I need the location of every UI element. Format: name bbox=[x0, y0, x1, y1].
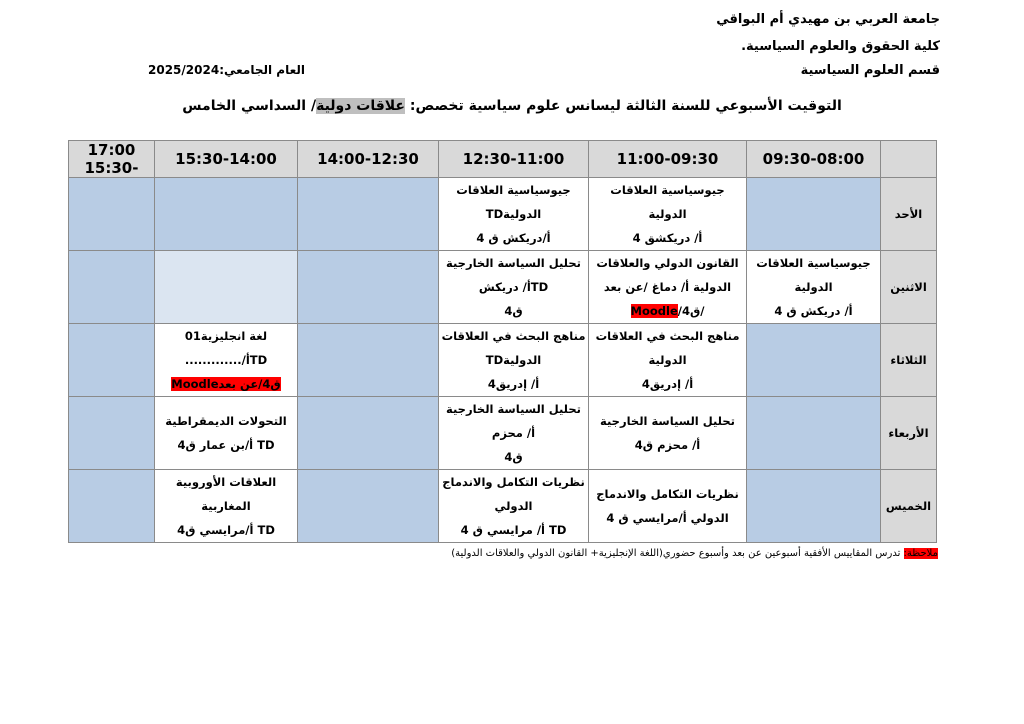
title-specialty: علاقات دولية bbox=[316, 98, 405, 114]
cell-line: الدولية bbox=[648, 353, 687, 367]
column-header: 09:30-08:00 bbox=[747, 141, 881, 178]
schedule-cell bbox=[298, 397, 439, 470]
cell-line: أ/دريكش ق 4 bbox=[476, 231, 551, 245]
cell-line: TD أ/بن عمار ق4 bbox=[177, 438, 275, 452]
cell-line: جيوسياسية العلاقات bbox=[756, 256, 871, 270]
column-header: 15:30-14:00 bbox=[155, 141, 298, 178]
table-row bbox=[69, 251, 937, 324]
schedule-cell bbox=[747, 470, 881, 543]
cell-line: TD أ/ مرايسي ق 4 bbox=[460, 523, 567, 537]
highlight-text: ق4/عن بعدMoodle bbox=[171, 377, 281, 391]
cell-line: جيوسياسية العلاقات bbox=[456, 183, 571, 197]
cell-line: المغاربية bbox=[201, 499, 251, 513]
day-cell: الثلاثاء bbox=[881, 324, 937, 397]
cell-line: الدولي أ/مرايسي ق 4 bbox=[606, 511, 729, 525]
cell-line: نظريات التكامل والاندماج bbox=[442, 475, 585, 489]
schedule-cell bbox=[747, 397, 881, 470]
schedule-cell bbox=[298, 251, 439, 324]
cell-line: الدولية bbox=[648, 207, 687, 221]
column-header: 12:30-11:00 bbox=[439, 141, 589, 178]
academic-year: العام الجامعي:2025/2024 bbox=[148, 63, 305, 77]
cell-line: نظريات التكامل والاندماج bbox=[596, 487, 739, 501]
cell-line: الدولي bbox=[494, 499, 533, 513]
column-header: 14:00-12:30 bbox=[298, 141, 439, 178]
table-row bbox=[69, 470, 937, 543]
corner-cell bbox=[881, 141, 937, 178]
cell-line bbox=[155, 372, 297, 396]
schedule-title bbox=[0, 98, 1024, 114]
cell-line: أ/ دريكشق 4 bbox=[632, 231, 703, 245]
schedule-cell bbox=[155, 470, 298, 543]
day-cell: الاثنين bbox=[881, 251, 937, 324]
university-name: جامعة العربي بن مهيدي أم البواقي bbox=[716, 12, 940, 27]
schedule-cell bbox=[298, 178, 439, 251]
cell-line: أ/ إدريق4 bbox=[641, 377, 694, 391]
schedule-cell bbox=[439, 397, 589, 470]
schedule-cell bbox=[69, 470, 155, 543]
schedule-cell bbox=[69, 178, 155, 251]
cell-line: أ/ محزم bbox=[491, 426, 536, 440]
day-cell: الخميس bbox=[881, 470, 937, 543]
title-suffix: / السداسي الخامس bbox=[182, 98, 317, 114]
note-label: ملاحظة: bbox=[903, 548, 938, 559]
schedule-cell bbox=[589, 397, 747, 470]
schedule-cell bbox=[155, 178, 298, 251]
highlight-text: Moodle bbox=[630, 304, 678, 318]
cell-line: العلاقات الأوروبية bbox=[175, 475, 277, 489]
cell-line: التحولات الديمقراطية bbox=[165, 414, 287, 428]
cell-line: الدولية أ/ دماغ /عن بعد bbox=[603, 280, 732, 294]
cell-line: الدوليةTD bbox=[485, 207, 542, 221]
column-header: 11:00-09:30 bbox=[589, 141, 747, 178]
schedule-cell bbox=[439, 470, 589, 543]
note bbox=[448, 548, 938, 559]
faculty-name: كلية الحقوق والعلوم السياسية. bbox=[741, 39, 940, 54]
column-header: 17:00 -15:30 bbox=[69, 141, 155, 178]
cell-line: ق4 bbox=[504, 450, 523, 464]
cell-text: /ق4/ bbox=[677, 304, 705, 318]
schedule-cell bbox=[439, 178, 589, 251]
table-row bbox=[69, 178, 937, 251]
schedule-cell bbox=[298, 470, 439, 543]
cell-line: أ/ محزم ق4 bbox=[634, 438, 701, 452]
schedule-cell bbox=[747, 251, 881, 324]
schedule-cell bbox=[439, 251, 589, 324]
schedule-table bbox=[68, 140, 937, 543]
note-text: تدرس المقاييس الأفقية أسبوعين عن بعد وأسبوع حضوري(اللغة الإنجليزية+ القانون الدولي والعلاقات الدولية) bbox=[451, 548, 904, 559]
schedule-cell bbox=[155, 324, 298, 397]
title-prefix: التوقيت الأسبوعي للسنة الثالثة ليسانس علوم سياسية تخصص: bbox=[405, 98, 842, 114]
cell-line: مناهج البحث في العلاقات bbox=[595, 329, 740, 343]
cell-line: مناهج البحث في العلاقات bbox=[441, 329, 586, 343]
schedule-cell bbox=[155, 251, 298, 324]
cell-line: TDأ/............. bbox=[184, 353, 268, 367]
cell-line: لغة انجليزية01 bbox=[184, 329, 268, 343]
day-cell: الأحد bbox=[881, 178, 937, 251]
cell-line: TDأ/ دريكش bbox=[478, 280, 549, 294]
cell-line: الدولية bbox=[794, 280, 833, 294]
cell-line: ق4 bbox=[504, 304, 523, 318]
schedule-cell bbox=[69, 324, 155, 397]
schedule-cell bbox=[155, 397, 298, 470]
schedule-cell bbox=[298, 324, 439, 397]
cell-line: أ/ دريكش ق 4 bbox=[774, 304, 853, 318]
department-name: قسم العلوم السياسية bbox=[800, 63, 940, 78]
schedule-cell bbox=[69, 251, 155, 324]
cell-line: تحليل السياسة الخارجية bbox=[600, 414, 735, 428]
cell-line: تحليل السياسة الخارجية bbox=[446, 256, 581, 270]
cell-line bbox=[589, 299, 746, 323]
schedule-cell bbox=[747, 324, 881, 397]
day-cell: الأربعاء bbox=[881, 397, 937, 470]
schedule-cell bbox=[589, 324, 747, 397]
cell-line: أ/ إدريق4 bbox=[487, 377, 540, 391]
header-row bbox=[69, 141, 937, 178]
cell-line: TD أ/مرايسي ق4 bbox=[177, 523, 275, 537]
schedule-cell bbox=[747, 178, 881, 251]
schedule-cell bbox=[589, 470, 747, 543]
cell-line: القانون الدولي والعلاقات bbox=[596, 256, 739, 270]
cell-line: جيوسياسية العلاقات bbox=[610, 183, 725, 197]
cell-line: تحليل السياسة الخارجية bbox=[446, 402, 581, 416]
schedule-cell bbox=[69, 397, 155, 470]
cell-line: الدوليةTD bbox=[485, 353, 542, 367]
table-row bbox=[69, 324, 937, 397]
schedule-cell bbox=[439, 324, 589, 397]
table-row bbox=[69, 397, 937, 470]
schedule-cell bbox=[589, 178, 747, 251]
schedule-cell bbox=[589, 251, 747, 324]
